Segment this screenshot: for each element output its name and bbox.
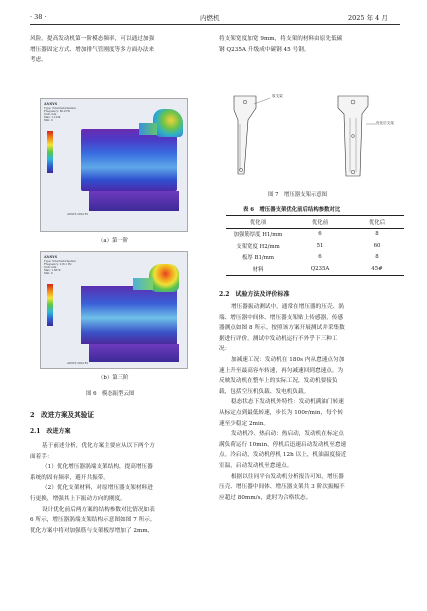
table-6 — [226, 215, 404, 276]
table-row: 加强筋厚度 H1/mm 6 8 — [233, 231, 379, 239]
journal-name: 内燃机 — [200, 14, 220, 22]
figure-6a-mode-shape: ANSYS Type: Total Deformation Frequency: 80.9 Hz Unit: mm Max: 1.1234 Min: 0 ANSYS 2024 R1 — [40, 98, 188, 232]
oil-pan-b — [89, 344, 179, 362]
section-2-heading: 2 改进方案及其验证 — [30, 411, 94, 419]
oil-pan-a — [89, 191, 179, 211]
original-bracket-label: 原支架 — [272, 94, 283, 98]
legend-info-a: Type: Total Deformation Frequency: 80.9 Hz Unit: mm Max: 1.1234 Min: 0 — [44, 107, 76, 122]
original-bracket — [234, 96, 256, 174]
page-number: · 38 · — [30, 13, 47, 21]
table-header-row: 优化项 优化前 优化后 — [226, 216, 404, 229]
color-scale-b — [47, 284, 53, 326]
exhaust-pipe-b — [133, 278, 153, 290]
table-row: 板厚 B1/mm 6 8 — [242, 254, 379, 262]
model-footer-b: ANSYS 2024 R1 — [67, 362, 89, 365]
engine-block-b — [81, 286, 177, 344]
figure-6b-mode-shape: ANSYS Type: Total Deformation Frequency: 216.1 Hz Unit: mm Max: 1.5679 Min: 0 ANSYS 2024 R1 — [40, 251, 188, 369]
bracket-svg — [226, 90, 404, 182]
figure-6-caption: 图 6 模态振型云图 — [86, 391, 135, 397]
legend-info-b: Type: Total Deformation Frequency: 216.1 Hz Unit: mm Max: 1.5679 Min: 0 — [44, 260, 76, 275]
table-row: 支架宽度 H2/mm 51 60 — [236, 242, 381, 250]
turbocharger-b — [149, 264, 179, 292]
left-body: 基于前述分析，优化方案主要应从以下两个方 面着手： （1）优化增压器涡端支架结构，提高增压器 系统的固有频率，避开共振带。 （2）优化支架材料，对原增压器支架材料进 行更换，增强其上下振动方向的刚度。 设计优化前后两方案的结构参数对比情况如表 6 所示，增压器涡端支架结构示意图如图 7 所示。 优化方案中将对加强筋与支架板厚增加了 2mm， — [30, 443, 156, 534]
model-footer-a: ANSYS 2024 R1 — [67, 213, 89, 216]
optimized-bracket — [338, 96, 368, 176]
optimized-bracket-label: 优化后支架 — [376, 121, 394, 125]
header-rule — [30, 24, 400, 25]
left-top-paragraph: 风险。提高发动机第一阶模态频率，可以通过加强 增压器固定方式、增加排气管刚度等多方面办法来 考虑。 — [30, 36, 155, 64]
table-row: 材料 Q235A 45# — [252, 265, 383, 273]
figure-6a-caption: （a）第一阶 — [98, 238, 129, 244]
section-2-2-heading: 2.2 试验方法及评价标准 — [219, 291, 290, 298]
table-6-title: 表 6 增压器支架优化前后结构参数对比 — [243, 207, 341, 213]
right-body: 增压器振动测试中，通常在增压器的压壳、涡 端、增压器中间体、增压器支架贴上传感器，传感 器测点如图 8 所示。按照该方案开展测试并采集数 据进行评价。测试中发动机运行不外乎下三种工 况： 加减速工况：发动机在 180s 内从怠速点匀加 速上升至最高容车转速，再匀减速回到怠速点。为 反映发动机在整车上的实际工况，发动机要接负 载，包括空压机负载、发电机负载。 稳态状态下发动机外特性：发动机满油门转速 从标定点到最低转速，步长为 100r/min，每个转 速至少稳定 2min。 发动机冷、热启动：热启动，发动机在标定点 满负荷运行 10min，停机后迅速启动发动机至怠速 点。冷启动，发动机停机 12h 以上，机油温度接近 室温，启动发动机至怠速点。 根据以往同平台发动机分析报告可知，增压器 压壳、增压器中间体、增压器支架共 3 阶次振幅不 应超过 80mm/s，此时为合格状态。 — [219, 304, 347, 501]
figure-7-caption: 图 7 增压器支架示意图 — [268, 192, 328, 198]
turbocharger-a — [153, 109, 183, 137]
figure-6b-caption: （b）第三阶 — [98, 375, 129, 381]
engine-block-a — [81, 129, 177, 191]
issue-date: 2025 年 4 月 — [348, 14, 388, 22]
exhaust-pipe-a — [139, 123, 157, 135]
color-scale-a — [47, 131, 53, 173]
right-top-paragraph: 将支架宽度加宽 9mm，将支架的材料由原先低碳 钢 Q235A 升级成中碳钢 45 号钢。 — [219, 36, 343, 53]
figure-7-bracket-drawing — [226, 90, 404, 182]
section-2-1-heading: 2.1 改进方案 — [30, 428, 71, 435]
